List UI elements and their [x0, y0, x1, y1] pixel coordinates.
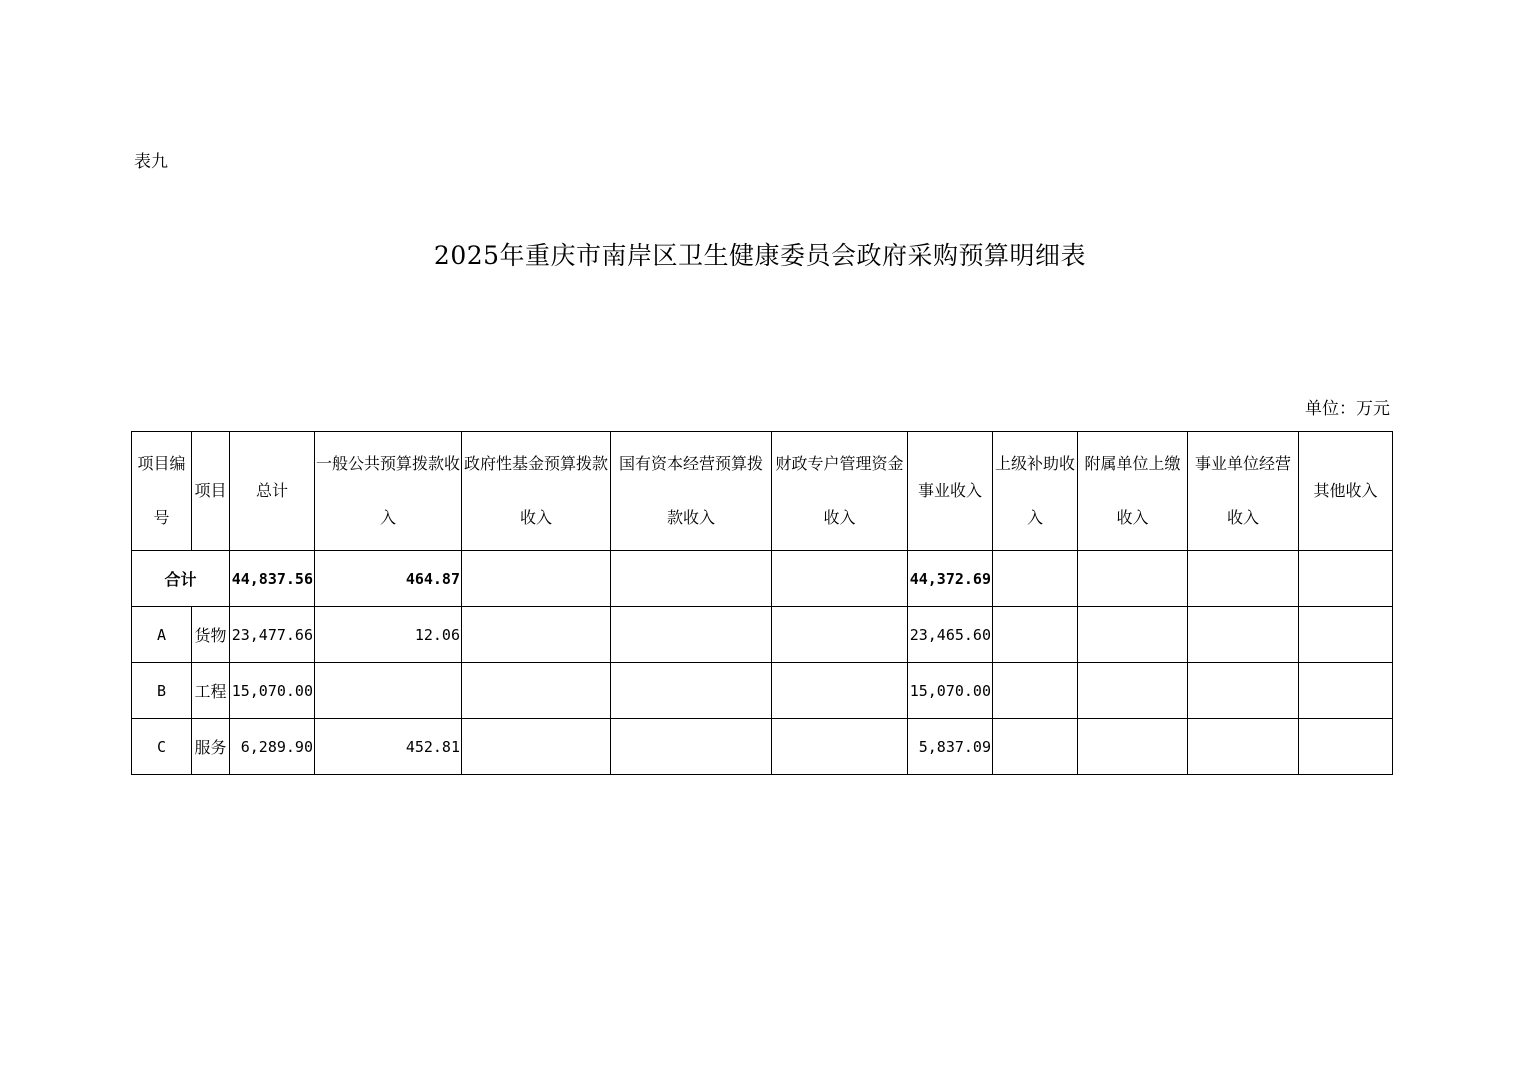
row-state-capital: [611, 663, 772, 719]
row-business-income: 23,465.60: [908, 607, 993, 663]
row-state-capital: [611, 719, 772, 775]
header-general-budget: 一般公共预算拨款收入: [315, 432, 462, 551]
row-item: 工程: [192, 663, 230, 719]
header-row: [132, 432, 1393, 551]
row-business-income: 15,070.00: [908, 663, 993, 719]
row-general-budget: 12.06: [315, 607, 462, 663]
row-total: 23,477.66: [230, 607, 315, 663]
unit-label: 单位：万元: [1305, 399, 1390, 419]
header-item-code: 项目编号: [132, 432, 192, 551]
header-business-income: 事业收入: [908, 432, 993, 551]
header-state-capital: 国有资本经营预算拨款收入: [611, 432, 772, 551]
row-other: [1299, 607, 1393, 663]
row-gov-fund: [462, 607, 611, 663]
row-business-income: 5,837.09: [908, 719, 993, 775]
row-general-budget: [315, 663, 462, 719]
header-item: 项目: [192, 432, 230, 551]
total-operating: [1188, 551, 1299, 607]
total-label: 合计: [132, 551, 230, 607]
total-gov-fund: [462, 551, 611, 607]
row-gov-fund: [462, 719, 611, 775]
row-superior-subsidy: [993, 607, 1078, 663]
total-superior-subsidy: [993, 551, 1078, 607]
row-item: 货物: [192, 607, 230, 663]
header-total: 总计: [230, 432, 315, 551]
table-label: 表九: [134, 152, 168, 172]
total-affiliated: [1078, 551, 1188, 607]
header-gov-fund: 政府性基金预算拨款收入: [462, 432, 611, 551]
row-total: 15,070.00: [230, 663, 315, 719]
row-special-account: [772, 607, 908, 663]
row-affiliated: [1078, 663, 1188, 719]
total-special-account: [772, 551, 908, 607]
total-total: 44,837.56: [230, 551, 315, 607]
row-code: A: [132, 607, 192, 663]
row-superior-subsidy: [993, 719, 1078, 775]
total-row: [132, 551, 1393, 607]
row-general-budget: 452.81: [315, 719, 462, 775]
total-other: [1299, 551, 1393, 607]
row-state-capital: [611, 607, 772, 663]
header-operating: 事业单位经营收入: [1188, 432, 1299, 551]
row-total: 6,289.90: [230, 719, 315, 775]
row-special-account: [772, 719, 908, 775]
table-row: [132, 719, 1393, 775]
table-row: [132, 663, 1393, 719]
page-title: 2025年重庆市南岸区卫生健康委员会政府采购预算明细表: [433, 241, 1087, 270]
header-superior-subsidy: 上级补助收入: [993, 432, 1078, 551]
row-operating: [1188, 663, 1299, 719]
row-operating: [1188, 607, 1299, 663]
row-gov-fund: [462, 663, 611, 719]
row-affiliated: [1078, 607, 1188, 663]
row-operating: [1188, 719, 1299, 775]
row-other: [1299, 719, 1393, 775]
row-special-account: [772, 663, 908, 719]
header-special-account: 财政专户管理资金收入: [772, 432, 908, 551]
row-code: B: [132, 663, 192, 719]
total-business-income: 44,372.69: [908, 551, 993, 607]
row-code: C: [132, 719, 192, 775]
total-state-capital: [611, 551, 772, 607]
table-row: [132, 607, 1393, 663]
row-affiliated: [1078, 719, 1188, 775]
row-item: 服务: [192, 719, 230, 775]
row-other: [1299, 663, 1393, 719]
total-general-budget: 464.87: [315, 551, 462, 607]
header-other: 其他收入: [1299, 432, 1393, 551]
procurement-budget-table: [131, 431, 1393, 775]
row-superior-subsidy: [993, 663, 1078, 719]
header-affiliated: 附属单位上缴收入: [1078, 432, 1188, 551]
